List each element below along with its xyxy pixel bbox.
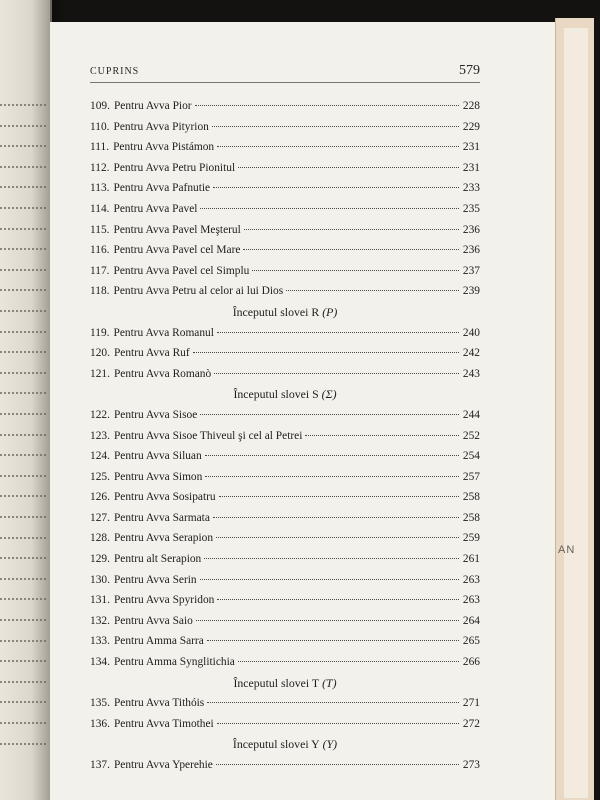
section-letter: (Τ) bbox=[322, 675, 337, 690]
entry-title: Pentru Amma Sarra bbox=[113, 635, 204, 648]
toc-entry bbox=[90, 405, 480, 426]
toc-entry bbox=[90, 528, 480, 549]
previous-page-leader bbox=[0, 289, 46, 291]
entry-number: 124. bbox=[90, 450, 110, 463]
entry-number: 129. bbox=[90, 553, 110, 566]
entry-page-number: 266 bbox=[462, 656, 480, 669]
dot-leader bbox=[305, 435, 459, 436]
toc-entry bbox=[90, 343, 480, 364]
entry-number: 133. bbox=[90, 635, 110, 648]
entry-title: Pentru Avva Pavel cel Simplu bbox=[113, 264, 250, 277]
entry-page-number: 265 bbox=[462, 635, 480, 648]
dot-leader bbox=[244, 229, 459, 230]
section-title: Începutul slovei T bbox=[233, 675, 320, 690]
running-title: CUPRINS bbox=[90, 66, 140, 77]
toc-entry bbox=[90, 220, 480, 241]
previous-page-leader bbox=[0, 660, 46, 662]
entry-title: Pentru Avva Serapion bbox=[113, 532, 214, 545]
entry-page-number: 239 bbox=[462, 285, 480, 298]
entry-page-number: 254 bbox=[462, 450, 480, 463]
entry-page-number: 243 bbox=[462, 367, 480, 380]
entry-page-number: 252 bbox=[462, 429, 480, 442]
entry-title: Pentru Avva Siluan bbox=[113, 450, 202, 463]
dot-leader bbox=[205, 476, 459, 477]
previous-page-leader bbox=[0, 578, 46, 580]
previous-page-leader bbox=[0, 722, 46, 724]
previous-page-leader bbox=[0, 495, 46, 497]
toc-entry bbox=[90, 487, 480, 508]
entry-number: 126. bbox=[90, 491, 110, 504]
toc-entry bbox=[90, 240, 480, 261]
entry-title: Pentru Avva Petru Pionitul bbox=[113, 161, 236, 174]
entry-page-number: 231 bbox=[462, 141, 480, 154]
previous-page-leader bbox=[0, 598, 46, 600]
entry-page-number: 235 bbox=[462, 202, 480, 215]
entry-number: 121. bbox=[90, 367, 110, 380]
entry-page-number: 233 bbox=[462, 182, 480, 195]
section-title: Începutul slovei S bbox=[233, 387, 319, 402]
entry-number: 118. bbox=[90, 285, 110, 298]
toc-entry bbox=[90, 549, 480, 570]
previous-page-leader bbox=[0, 125, 46, 127]
entry-page-number: 263 bbox=[462, 594, 480, 607]
table-of-contents bbox=[90, 96, 480, 776]
entry-title: Pentru Avva Sisoe bbox=[113, 408, 198, 421]
entry-title: Pentru Avva Serin bbox=[113, 573, 197, 586]
entry-number: 119. bbox=[90, 326, 110, 339]
previous-page-leader bbox=[0, 619, 46, 621]
entry-number: 127. bbox=[90, 511, 110, 524]
entry-title: Pentru Avva Timothei bbox=[113, 717, 214, 730]
page-header bbox=[90, 62, 480, 83]
toc-entry bbox=[90, 693, 480, 714]
entry-number: 111. bbox=[90, 141, 110, 154]
entry-page-number: 236 bbox=[462, 223, 480, 236]
entry-page-number: 237 bbox=[462, 264, 480, 277]
page-number: 579 bbox=[459, 63, 480, 78]
previous-page-leader bbox=[0, 248, 46, 250]
toc-entry bbox=[90, 426, 480, 447]
entry-number: 137. bbox=[90, 759, 110, 771]
previous-page-leader bbox=[0, 351, 46, 353]
toc-entry bbox=[90, 137, 480, 158]
entry-number: 114. bbox=[90, 202, 110, 215]
dot-leader bbox=[219, 496, 459, 497]
entry-title: Pentru Avva Yperehie bbox=[113, 759, 213, 771]
previous-page-leader bbox=[0, 743, 46, 745]
dot-leader bbox=[216, 764, 459, 765]
dot-leader bbox=[205, 455, 459, 456]
entry-page-number: 242 bbox=[462, 347, 480, 360]
entry-title: Pentru Avva Spyridon bbox=[113, 594, 215, 607]
entry-title: Pentru Amma Synglitichia bbox=[113, 656, 235, 669]
toc-entry bbox=[90, 714, 480, 735]
toc-entry bbox=[90, 570, 480, 591]
dot-leader bbox=[286, 290, 459, 291]
entry-title: Pentru Avva Sarmata bbox=[113, 511, 210, 524]
dot-leader bbox=[217, 332, 459, 333]
toc-entry bbox=[90, 611, 480, 632]
entry-page-number: 273 bbox=[462, 759, 480, 771]
section-letter: (Σ) bbox=[321, 387, 337, 402]
cover-edge-text: AN bbox=[558, 544, 576, 556]
book-cover-edge bbox=[555, 18, 594, 800]
previous-page-leader bbox=[0, 310, 46, 312]
toc-entry bbox=[90, 467, 480, 488]
entry-number: 109. bbox=[90, 100, 110, 112]
previous-page-leader bbox=[0, 269, 46, 271]
entry-number: 115. bbox=[90, 223, 110, 236]
entry-number: 130. bbox=[90, 573, 110, 586]
entry-number: 110. bbox=[90, 120, 110, 133]
section-title: Începutul slovei Y bbox=[232, 737, 320, 752]
previous-page-leader bbox=[0, 681, 46, 683]
dot-leader bbox=[238, 167, 459, 168]
entry-title: Pentru Avva Petru al celor ai lui Dios bbox=[113, 285, 284, 298]
toc-section-heading bbox=[90, 302, 480, 323]
toc-entry bbox=[90, 117, 480, 138]
dot-leader bbox=[200, 208, 458, 209]
previous-page-leader bbox=[0, 166, 46, 168]
entry-page-number: 263 bbox=[462, 573, 480, 586]
cover-inner-sheet bbox=[564, 28, 588, 798]
dot-leader bbox=[252, 270, 459, 271]
entry-number: 117. bbox=[90, 264, 110, 277]
toc-entry bbox=[90, 508, 480, 529]
entry-number: 112. bbox=[90, 161, 110, 174]
dot-leader bbox=[238, 661, 459, 662]
previous-page-leader bbox=[0, 228, 46, 230]
toc-entry bbox=[90, 96, 480, 117]
entry-page-number: 258 bbox=[462, 491, 480, 504]
dot-leader bbox=[200, 579, 459, 580]
entry-page-number: 259 bbox=[462, 532, 480, 545]
entry-title: Pentru Avva Pityrion bbox=[113, 120, 209, 133]
toc-entry bbox=[90, 323, 480, 344]
previous-page-leader bbox=[0, 372, 46, 374]
entry-page-number: 229 bbox=[462, 120, 480, 133]
toc-entry bbox=[90, 652, 480, 673]
dot-leader bbox=[212, 126, 459, 127]
toc-entry bbox=[90, 631, 480, 652]
entry-title: Pentru Avva Tithóis bbox=[113, 697, 205, 710]
previous-page-leader bbox=[0, 104, 46, 106]
entry-title: Pentru Avva Romanò bbox=[113, 367, 212, 380]
dot-leader bbox=[193, 352, 459, 353]
entry-number: 135. bbox=[90, 697, 110, 710]
entry-page-number: 264 bbox=[462, 614, 480, 627]
dot-leader bbox=[204, 558, 459, 559]
entry-title: Pentru Avva Sisoe Thiveul şi cel al Petrei bbox=[113, 429, 303, 442]
previous-page-leader bbox=[0, 413, 46, 415]
toc-entry bbox=[90, 261, 480, 282]
section-letter: (Υ) bbox=[322, 737, 338, 752]
toc-entry bbox=[90, 364, 480, 385]
entry-title: Pentru Avva Simon bbox=[113, 470, 203, 483]
toc-entry bbox=[90, 446, 480, 467]
entry-number: 136. bbox=[90, 717, 110, 730]
entry-title: Pentru Avva Sosipatru bbox=[113, 491, 216, 504]
dot-leader bbox=[213, 187, 459, 188]
toc-entry bbox=[90, 590, 480, 611]
section-letter: (Ρ) bbox=[322, 304, 338, 319]
previous-page-leader bbox=[0, 516, 46, 518]
entry-number: 131. bbox=[90, 594, 110, 607]
previous-page-leader bbox=[0, 392, 46, 394]
toc-entry bbox=[90, 199, 480, 220]
toc-entry bbox=[90, 281, 480, 302]
dot-leader bbox=[196, 620, 459, 621]
dot-leader bbox=[217, 146, 459, 147]
entry-page-number: 231 bbox=[462, 161, 480, 174]
previous-page-leader bbox=[0, 207, 46, 209]
dot-leader bbox=[213, 517, 459, 518]
entry-page-number: 228 bbox=[462, 100, 480, 112]
entry-page-number: 272 bbox=[462, 717, 480, 730]
dot-leader bbox=[200, 414, 459, 415]
entry-number: 113. bbox=[90, 182, 110, 195]
dot-leader bbox=[195, 105, 459, 106]
dot-leader bbox=[214, 373, 459, 374]
dot-leader bbox=[217, 599, 459, 600]
entry-title: Pentru Avva Pistámon bbox=[113, 141, 215, 154]
entry-title: Pentru Avva Pavel cel Mare bbox=[113, 244, 241, 257]
entry-title: Pentru alt Serapion bbox=[113, 553, 202, 566]
entry-number: 116. bbox=[90, 244, 110, 257]
dot-leader bbox=[207, 702, 459, 703]
entry-number: 134. bbox=[90, 656, 110, 669]
dot-leader bbox=[217, 723, 459, 724]
previous-page-leader bbox=[0, 331, 46, 333]
entry-title: Pentru Avva Pior bbox=[113, 100, 192, 112]
entry-title: Pentru Avva Pafnutie bbox=[113, 182, 211, 195]
entry-number: 123. bbox=[90, 429, 110, 442]
toc-entry bbox=[90, 755, 480, 776]
toc-section-heading bbox=[90, 384, 480, 405]
entry-title: Pentru Avva Romanul bbox=[113, 326, 214, 339]
section-title: Începutul slovei R bbox=[232, 304, 320, 319]
entry-page-number: 271 bbox=[462, 697, 480, 710]
previous-page-leader bbox=[0, 434, 46, 436]
dot-leader bbox=[243, 249, 458, 250]
previous-page-leader bbox=[0, 186, 46, 188]
previous-page-edge bbox=[0, 0, 52, 800]
previous-page-leader bbox=[0, 145, 46, 147]
dot-leader bbox=[207, 640, 459, 641]
previous-page-leader bbox=[0, 537, 46, 539]
entry-page-number: 244 bbox=[462, 408, 480, 421]
entry-page-number: 261 bbox=[462, 553, 480, 566]
previous-page-leader bbox=[0, 557, 46, 559]
entry-title: Pentru Avva Ruf bbox=[113, 347, 190, 360]
previous-page-leader bbox=[0, 640, 46, 642]
entry-page-number: 236 bbox=[462, 244, 480, 257]
toc-entry bbox=[90, 178, 480, 199]
entry-number: 128. bbox=[90, 532, 110, 545]
entry-number: 122. bbox=[90, 408, 110, 421]
toc-section-heading bbox=[90, 734, 480, 755]
dot-leader bbox=[216, 537, 459, 538]
previous-page-leader bbox=[0, 475, 46, 477]
entry-number: 132. bbox=[90, 614, 110, 627]
entry-page-number: 240 bbox=[462, 326, 480, 339]
entry-title: Pentru Avva Pavel Meşterul bbox=[113, 223, 241, 236]
entry-page-number: 257 bbox=[462, 470, 480, 483]
toc-entry bbox=[90, 158, 480, 179]
entry-number: 125. bbox=[90, 470, 110, 483]
entry-title: Pentru Avva Saio bbox=[113, 614, 193, 627]
entry-number: 120. bbox=[90, 347, 110, 360]
toc-section-heading bbox=[90, 673, 480, 694]
entry-page-number: 258 bbox=[462, 511, 480, 524]
entry-title: Pentru Avva Pavel bbox=[113, 202, 198, 215]
previous-page-leader bbox=[0, 701, 46, 703]
previous-page-leader bbox=[0, 454, 46, 456]
